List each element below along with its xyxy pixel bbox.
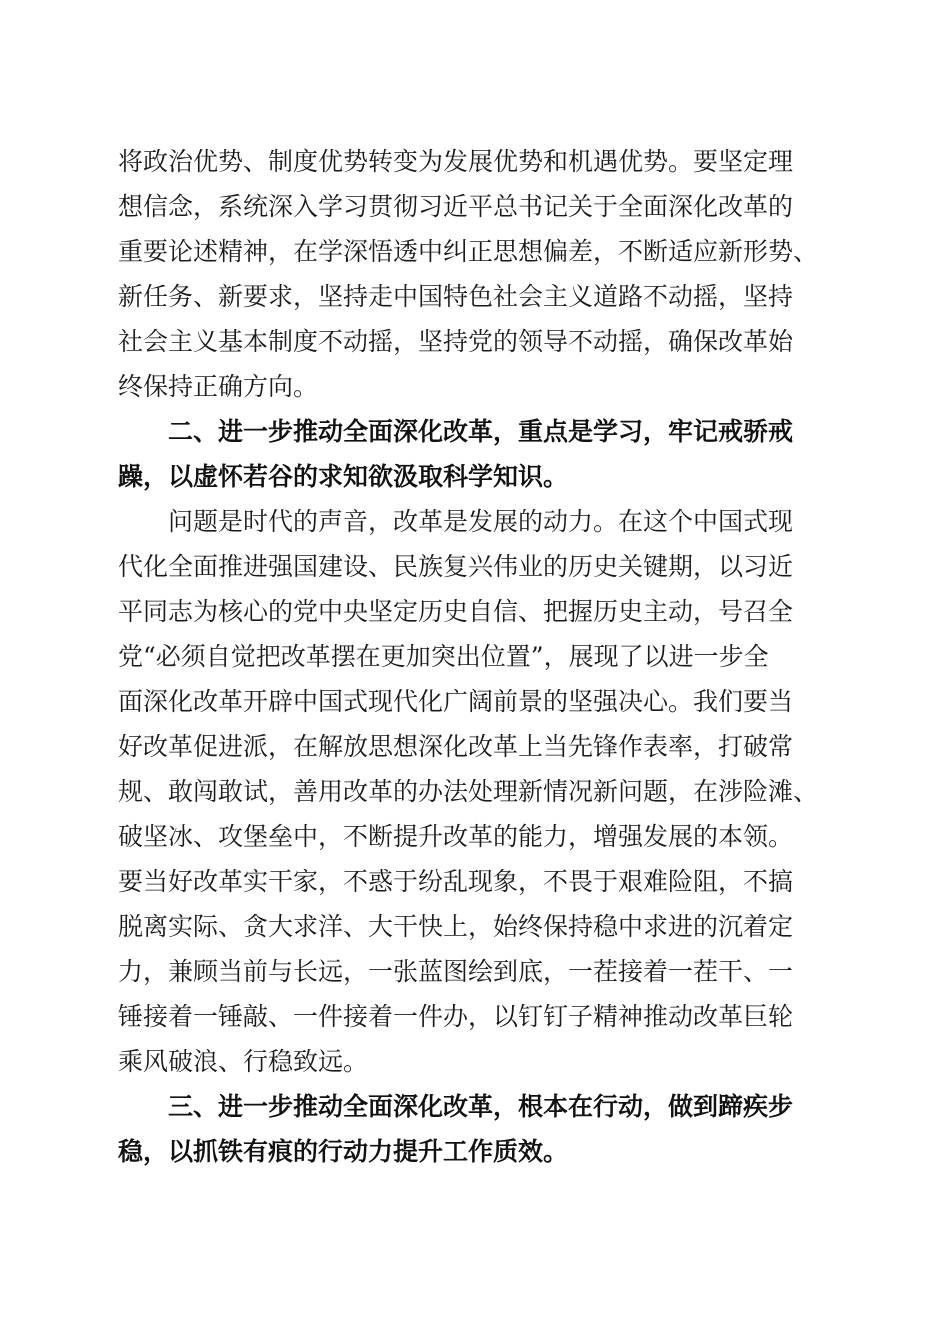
paragraph-line: 想信念，系统深入学习贯彻习近平总书记关于全面深化改革的 xyxy=(118,192,794,221)
paragraph-line: 问题是时代的声音，改革是发展的动力。在这个中国式现 xyxy=(168,507,794,536)
paragraph-line: 将政治优势、制度优势转变为发展优势和机遇优势。要坚定理 xyxy=(118,147,794,176)
section-heading: 稳，以抓铁有痕的行动力提升工作质效。 xyxy=(118,1137,569,1166)
paragraph-line: 规、敢闯敢试，善用改革的办法处理新情况新问题，在涉险滩、 xyxy=(118,777,819,806)
paragraph-line: 面深化改革开辟中国式现代化广阔前景的坚强决心。我们要当 xyxy=(118,687,794,716)
paragraph-line: 锤接着一锤敲、一件接着一件办，以钉钉子精神推动改革巨轮 xyxy=(118,1002,794,1031)
paragraph-line: 力，兼顾当前与长远，一张蓝图绘到底，一茬接着一茬干、一 xyxy=(118,957,794,986)
paragraph-line: 好改革促进派，在解放思想深化改革上当先锋作表率，打破常 xyxy=(118,732,794,761)
paragraph-line: 乘风破浪、行稳致远。 xyxy=(118,1047,369,1076)
paragraph-line: 新任务、新要求，坚持走中国特色社会主义道路不动摇，坚持 xyxy=(118,282,794,311)
paragraph-line: 代化全面推进强国建设、民族复兴伟业的历史关键期，以习近 xyxy=(118,552,794,581)
paragraph-line: 要当好改革实干家，不惑于纷乱现象，不畏于艰难险阻，不搞 xyxy=(118,867,794,896)
paragraph-line: 社会主义基本制度不动摇，坚持党的领导不动摇，确保改革始 xyxy=(118,327,794,356)
paragraph-line: 脱离实际、贪大求洋、大干快上，始终保持稳中求进的沉着定 xyxy=(118,912,794,941)
paragraph-line: 终保持正确方向。 xyxy=(118,372,319,401)
section-heading: 二、进一步推动全面深化改革，重点是学习，牢记戒骄戒 xyxy=(168,417,794,446)
section-heading: 躁，以虚怀若谷的求知欲汲取科学知识。 xyxy=(118,462,569,491)
section-heading: 三、进一步推动全面深化改革，根本在行动，做到蹄疾步 xyxy=(168,1092,794,1121)
paragraph-line: 平同志为核心的党中央坚定历史自信、把握历史主动，号召全 xyxy=(118,597,794,626)
paragraph-line: 破坚冰、攻堡垒中，不断提升改革的能力，增强发展的本领。 xyxy=(118,822,794,851)
paragraph-line: 党“必须自觉把改革摆在更加突出位置”，展现了以进一步全 xyxy=(118,642,769,671)
paragraph-line: 重要论述精神，在学深悟透中纠正思想偏差，不断适应新形势、 xyxy=(118,237,819,266)
